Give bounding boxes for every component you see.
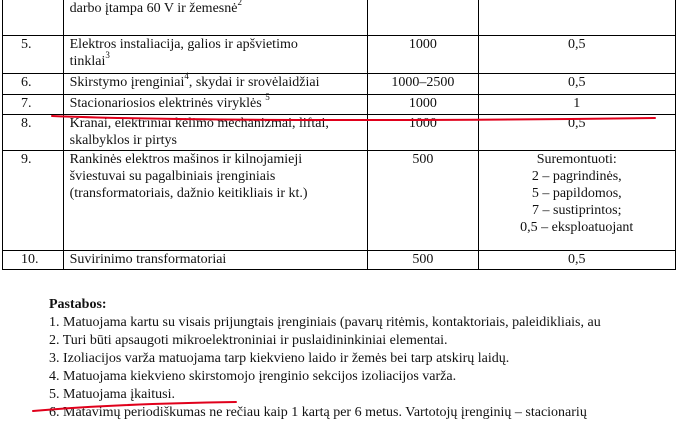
row-voltage: 500 [368, 151, 478, 251]
table-row [3, 151, 676, 251]
row-number: 8. [3, 115, 64, 151]
row-description: Kranai, elektriniai kėlimo mechanizmai, liftai, skalbyklos ir pirtys [63, 115, 368, 151]
row-resistance: 0,5 [478, 115, 676, 151]
row-number: 10. [3, 251, 64, 270]
row-resistance: 0,5 [478, 36, 676, 74]
table-row [3, 0, 676, 36]
table-row [3, 95, 676, 115]
note-item: 1. Matuojama kartu su visais prijungtais įrenginiais (pavarų ritėmis, kontaktoriais, paleidikliais, au [49, 315, 601, 330]
notes-title: Pastabos: [49, 297, 107, 312]
row-resistance: 1 [478, 95, 676, 115]
note-item: 4. Matuojama kiekvieno skirstomojo įrenginio sekcijos izoliacijos varža. [49, 369, 457, 384]
row-number: 5. [3, 36, 64, 74]
insulation-resistance-table [2, 0, 676, 270]
row-voltage [368, 0, 478, 36]
row-description: darbo įtampa 60 V ir žemesnė$^2$ [63, 0, 368, 36]
row-voltage: 1000 [368, 95, 478, 115]
table-row [3, 74, 676, 95]
row-description: Elektros instaliacija, galios ir apšvietimo tinklai$^3$ [63, 36, 368, 74]
note-item: 2. Turi būti apsaugoti mikroelektroniniai ir puslaidininkiniai elementai. [49, 333, 448, 348]
row-resistance: 0,5 [478, 74, 676, 95]
row-resistance: Suremontuoti: 2 – pagrindinės, 5 – papildomos, 7 – sustiprintos; 0,5 – eksploatuojant [478, 151, 676, 251]
notes-section [49, 296, 676, 422]
note-item: 3. Izoliacijos varža matuojama tarp kiekvieno laido ir žemės bei tarp atskirų laidų. [49, 351, 510, 366]
row-resistance [478, 0, 676, 36]
table-row [3, 36, 676, 74]
row-description: Rankinės elektros mašinos ir kilnojamieji šviestuvai su pagalbiniais įrenginiais (transformatoriais, dažnio keitikliais ir kt.) [63, 151, 368, 251]
row-number [3, 0, 64, 36]
row-number: 7. [3, 95, 64, 115]
note-item: 5. Matuojama įkaitusi. [49, 387, 175, 402]
table-row [3, 251, 676, 270]
row-voltage: 500 [368, 251, 478, 270]
row-number: 6. [3, 74, 64, 95]
row-voltage: 1000–2500 [368, 74, 478, 95]
row-resistance: 0,5 [478, 251, 676, 270]
row-description: Stacionariosios elektrinės viryklės $^5$ [63, 95, 368, 115]
row-description: Suvirinimo transformatoriai [63, 251, 368, 270]
table-row [3, 115, 676, 151]
row-voltage: 1000 [368, 36, 478, 74]
row-voltage: 1000 [368, 115, 478, 151]
row-number: 9. [3, 151, 64, 251]
row-description: Skirstymo įrenginiai$^4$, skydai ir srovėlaidžiai [63, 74, 368, 95]
note-item: 6. Matavimų periodiškumas ne rečiau kaip 1 kartą per 6 metus. Vartotojų įrenginių – stacionarių [49, 405, 587, 420]
